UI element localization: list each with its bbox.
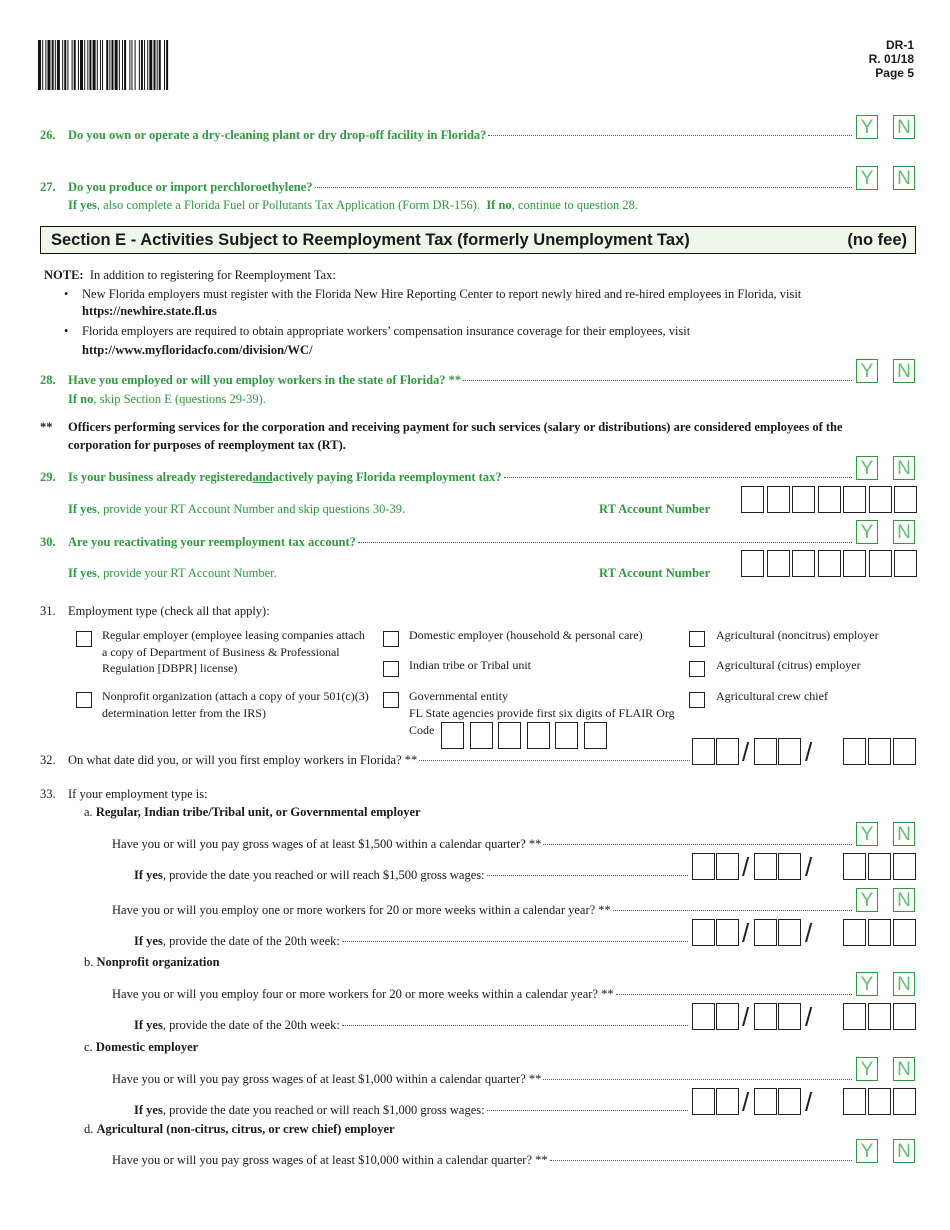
barcode-bar bbox=[89, 40, 91, 90]
barcode-bar bbox=[135, 40, 136, 90]
q30-rt-digit-box[interactable] bbox=[767, 550, 790, 577]
note bbox=[44, 268, 336, 283]
q33-c1-yes-box[interactable]: Y bbox=[856, 1057, 878, 1081]
date-digit-box[interactable] bbox=[843, 1003, 866, 1030]
checkbox-agricultural-citrus[interactable] bbox=[689, 661, 705, 677]
q33-a-heading bbox=[84, 805, 421, 820]
q29-rt-digit-box[interactable] bbox=[894, 486, 917, 513]
date-separator: / bbox=[805, 737, 813, 767]
q33-b1-no-box[interactable]: N bbox=[893, 972, 915, 996]
question-number: 33. bbox=[40, 787, 56, 801]
question-text: Have you employed or will you employ workers in the state of Florida? ** bbox=[68, 373, 462, 387]
sub-title: Regular, Indian tribe/Tribal unit, or Governmental employer bbox=[95, 805, 421, 819]
barcode-bar bbox=[109, 40, 110, 90]
q33-d1-no-box[interactable]: N bbox=[893, 1139, 915, 1163]
q33-b-heading bbox=[84, 955, 220, 970]
workers-comp-link[interactable]: http://www.myfloridacfo.com/division/WC/ bbox=[82, 343, 313, 357]
form-revision: R. 01/18 bbox=[868, 52, 914, 66]
if-yes-label: If yes bbox=[134, 1018, 163, 1032]
question-text: Do you own or operate a dry-cleaning plant or dry drop-off facility in Florida? bbox=[68, 128, 487, 142]
bullet-icon: • bbox=[64, 287, 69, 301]
if-yes-label: If yes bbox=[134, 934, 163, 948]
checkbox-domestic-employer[interactable] bbox=[383, 631, 399, 647]
q30-rt-digit-box[interactable] bbox=[869, 550, 892, 577]
barcode-bar bbox=[166, 40, 168, 90]
barcode bbox=[38, 40, 306, 90]
leader-dots bbox=[463, 380, 852, 381]
q33-a2-no-box[interactable]: N bbox=[893, 888, 915, 912]
question-number: 31. bbox=[40, 604, 56, 618]
barcode-bar bbox=[122, 40, 123, 90]
if-yes-label: If yes bbox=[68, 566, 97, 580]
q28-no-box[interactable]: N bbox=[893, 359, 915, 383]
date-digit-box[interactable] bbox=[868, 919, 891, 946]
question-27 bbox=[40, 180, 852, 195]
question-text: If your employment type is: bbox=[68, 787, 208, 801]
barcode-bar bbox=[149, 40, 152, 90]
if-yes-label: If yes bbox=[68, 502, 97, 516]
date-digit-box[interactable] bbox=[692, 919, 715, 946]
instruction-text: , provide your RT Account Number and skip questions 30-39. bbox=[96, 502, 406, 516]
instruction-text: , skip Section E (questions 29-39). bbox=[93, 392, 266, 406]
q30-rt-digit-box[interactable] bbox=[741, 550, 764, 577]
if-yes-label: If yes bbox=[134, 868, 163, 882]
q33-a-q2-date-prompt bbox=[134, 934, 688, 949]
q33-c-q1 bbox=[112, 1072, 852, 1087]
question-text: Have you or will you pay gross wages of at least $10,000 within a calendar quarter? ** bbox=[112, 1153, 548, 1167]
newhire-link[interactable]: https://newhire.state.fl.us bbox=[82, 304, 217, 318]
q29-rt-digit-box[interactable] bbox=[792, 486, 815, 513]
if-no-label: If no bbox=[486, 198, 512, 212]
q30-yes-box[interactable]: Y bbox=[856, 520, 878, 544]
q29-rt-digit-box[interactable] bbox=[741, 486, 764, 513]
leader-dots bbox=[487, 1110, 688, 1111]
q33-d1-yes-box[interactable]: Y bbox=[856, 1139, 878, 1163]
barcode-bar bbox=[164, 40, 165, 90]
leader-dots bbox=[613, 910, 852, 911]
barcode-bar bbox=[159, 40, 161, 90]
question-30 bbox=[40, 535, 852, 550]
date-digit-box[interactable] bbox=[893, 1088, 916, 1115]
barcode-bar bbox=[55, 40, 56, 90]
instruction-text: , also complete a Florida Fuel or Pollutants Tax Application (Form DR-156). bbox=[96, 198, 481, 212]
date-digit-box[interactable] bbox=[868, 1003, 891, 1030]
date-digit-box[interactable] bbox=[778, 853, 801, 880]
barcode-bar bbox=[38, 40, 41, 90]
barcode-bar bbox=[74, 40, 76, 90]
option-agricultural-noncitrus: Agricultural (noncitrus) employer bbox=[716, 628, 879, 642]
q29-yes-box[interactable]: Y bbox=[856, 456, 878, 480]
q27-instruction bbox=[68, 198, 638, 213]
date-digit-box[interactable] bbox=[716, 853, 739, 880]
date-digit-box[interactable] bbox=[893, 1003, 916, 1030]
question-29 bbox=[40, 470, 852, 485]
barcode-bar bbox=[154, 40, 156, 90]
checkbox-regular-employer[interactable] bbox=[76, 631, 92, 647]
q33-a1-no-box[interactable]: N bbox=[893, 822, 915, 846]
option-domestic-employer: Domestic employer (household & personal care) bbox=[409, 628, 643, 642]
leader-dots bbox=[315, 187, 852, 188]
date-digit-box[interactable] bbox=[716, 738, 739, 765]
barcode-bar bbox=[42, 40, 43, 90]
q33-b-q1-date-prompt bbox=[134, 1018, 688, 1033]
barcode-bar bbox=[72, 40, 73, 90]
barcode-bar bbox=[93, 40, 96, 90]
checkbox-governmental[interactable] bbox=[383, 692, 399, 708]
question-text: Do you produce or import perchloroethylene? bbox=[68, 180, 313, 194]
sub-title: Domestic employer bbox=[95, 1040, 199, 1054]
question-number: 26. bbox=[40, 128, 56, 142]
date-digit-box[interactable] bbox=[778, 1088, 801, 1115]
barcode-bar bbox=[45, 40, 46, 90]
q29-rt-digit-box[interactable] bbox=[767, 486, 790, 513]
question-text: Have you or will you pay gross wages of at least $1,500 within a calendar quarter? ** bbox=[112, 837, 542, 851]
page-number: Page 5 bbox=[875, 66, 914, 80]
leader-dots bbox=[543, 844, 852, 845]
barcode-bar bbox=[131, 40, 132, 90]
leader-dots bbox=[488, 135, 852, 136]
barcode-bar bbox=[52, 40, 54, 90]
question-text: Have you or will you employ one or more workers for 20 or more weeks within a calendar year? ** bbox=[112, 903, 611, 917]
date-digit-box[interactable] bbox=[692, 738, 715, 765]
date-digit-box[interactable] bbox=[754, 919, 777, 946]
sub-title: Agricultural (non-citrus, citrus, or crew chief) employer bbox=[96, 1122, 395, 1136]
q33-b1-yes-box[interactable]: Y bbox=[856, 972, 878, 996]
question-32 bbox=[40, 753, 690, 768]
date-digit-box[interactable] bbox=[868, 853, 891, 880]
q30-rt-digit-box[interactable] bbox=[843, 550, 866, 577]
date-digit-box[interactable] bbox=[778, 1003, 801, 1030]
question-text-and: and bbox=[252, 470, 273, 484]
sub-label: b. bbox=[84, 955, 94, 969]
date-digit-box[interactable] bbox=[754, 1003, 777, 1030]
barcode-bar bbox=[124, 40, 126, 90]
officers-note-line1: Officers performing services for the corporation and receiving payment for such services (salary or distributions) are considered employees of the bbox=[68, 420, 843, 434]
date-separator: / bbox=[742, 918, 750, 948]
barcode-bar bbox=[157, 40, 158, 90]
date-separator: / bbox=[805, 852, 813, 882]
q28-instruction bbox=[68, 392, 266, 407]
question-text: Have you or will you pay gross wages of at least $1,000 within a calendar quarter? ** bbox=[112, 1072, 542, 1086]
section-e-header bbox=[40, 226, 916, 254]
q29-no-box[interactable]: N bbox=[893, 456, 915, 480]
option-indian-tribe: Indian tribe or Tribal unit bbox=[409, 658, 531, 672]
prompt-text: , provide the date you reached or will reach $1,000 gross wages: bbox=[162, 1103, 485, 1117]
instruction-text: , provide your RT Account Number. bbox=[96, 566, 277, 580]
form-header bbox=[869, 38, 914, 80]
section-fee: (no fee) bbox=[847, 231, 907, 249]
question-text: Have you or will you employ four or more workers for 20 or more weeks within a calendar year? ** bbox=[112, 987, 614, 1001]
date-digit-box[interactable] bbox=[754, 853, 777, 880]
date-digit-box[interactable] bbox=[893, 919, 916, 946]
leader-dots bbox=[342, 941, 688, 942]
barcode-bar bbox=[119, 40, 120, 90]
barcode-bar bbox=[139, 40, 140, 90]
rt-account-label: RT Account Number bbox=[599, 566, 711, 580]
question-31 bbox=[40, 604, 270, 619]
date-digit-box[interactable] bbox=[843, 1088, 866, 1115]
q29-rt-digit-box[interactable] bbox=[869, 486, 892, 513]
barcode-bar bbox=[102, 40, 103, 90]
q29-instruction bbox=[68, 502, 405, 517]
q30-rt-digit-box[interactable] bbox=[818, 550, 841, 577]
barcode-bar bbox=[97, 40, 98, 90]
option-governmental: Governmental entity bbox=[409, 689, 508, 703]
q30-instruction bbox=[68, 566, 277, 581]
q30-rt-digit-box[interactable] bbox=[894, 550, 917, 577]
leader-dots bbox=[358, 542, 852, 543]
q33-a-q2 bbox=[112, 903, 852, 918]
question-text: Are you reactivating your reemployment tax account? bbox=[68, 535, 356, 549]
question-text: Employment type (check all that apply): bbox=[68, 604, 270, 618]
date-digit-box[interactable] bbox=[778, 738, 801, 765]
flair-note: FL State agencies provide first six digits of FLAIR Org Code bbox=[409, 706, 675, 737]
flair-digit-box[interactable] bbox=[498, 722, 521, 749]
date-separator: / bbox=[805, 1002, 813, 1032]
flair-digit-box[interactable] bbox=[441, 722, 464, 749]
q26-yes-box[interactable]: Y bbox=[856, 115, 878, 139]
q29-rt-digit-box[interactable] bbox=[843, 486, 866, 513]
flair-digit-box[interactable] bbox=[527, 722, 550, 749]
checkbox-agricultural-noncitrus[interactable] bbox=[689, 631, 705, 647]
leader-dots bbox=[487, 875, 688, 876]
barcode-bar bbox=[115, 40, 118, 90]
date-separator: / bbox=[805, 918, 813, 948]
q33-a-q1-date-prompt bbox=[134, 868, 688, 883]
date-digit-box[interactable] bbox=[754, 1088, 777, 1115]
prompt-text: , provide the date you reached or will reach $1,500 gross wages: bbox=[162, 868, 485, 882]
leader-dots bbox=[616, 994, 852, 995]
flair-digit-box[interactable] bbox=[584, 722, 607, 749]
date-digit-box[interactable] bbox=[778, 919, 801, 946]
q33-a-q1 bbox=[112, 837, 852, 852]
if-yes-label: If yes bbox=[134, 1103, 163, 1117]
sub-label: d. bbox=[84, 1122, 94, 1136]
flair-digit-box[interactable] bbox=[470, 722, 493, 749]
option-nonprofit: Nonprofit organization (attach a copy of your 501(c)(3) determination letter from the IRS) bbox=[102, 689, 369, 720]
note-label: NOTE: bbox=[44, 268, 84, 282]
barcode-bar bbox=[147, 40, 148, 90]
question-text-post: actively paying Florida reemployment tax? bbox=[272, 470, 502, 484]
date-digit-box[interactable] bbox=[716, 1003, 739, 1030]
note-bullet-2: Florida employers are required to obtain appropriate workers’ compensation insurance coverage for their employees, visit bbox=[82, 324, 691, 338]
date-separator: / bbox=[742, 737, 750, 767]
barcode-bar bbox=[112, 40, 114, 90]
leader-dots bbox=[543, 1079, 852, 1080]
prompt-text: , provide the date of the 20th week: bbox=[162, 1018, 340, 1032]
barcode-bar bbox=[47, 40, 50, 90]
q33-d-q1 bbox=[112, 1153, 852, 1168]
q28-yes-box[interactable]: Y bbox=[856, 359, 878, 383]
date-digit-box[interactable] bbox=[716, 1088, 739, 1115]
q29-rt-digit-box[interactable] bbox=[818, 486, 841, 513]
option-agricultural-citrus: Agricultural (citrus) employer bbox=[716, 658, 861, 672]
sub-label: c. bbox=[84, 1040, 93, 1054]
barcode-bar bbox=[100, 40, 101, 90]
date-separator: / bbox=[742, 1087, 750, 1117]
checkbox-crew-chief[interactable] bbox=[689, 692, 705, 708]
leader-dots bbox=[419, 760, 690, 761]
date-digit-box[interactable] bbox=[893, 853, 916, 880]
q33-c-q1-date-prompt bbox=[134, 1103, 688, 1118]
question-number: 30. bbox=[40, 535, 56, 549]
barcode-bar bbox=[106, 40, 108, 90]
q27-no-box[interactable]: N bbox=[893, 166, 915, 190]
barcode-bar bbox=[141, 40, 143, 90]
barcode-bar bbox=[80, 40, 83, 90]
date-separator: / bbox=[805, 1087, 813, 1117]
barcode-bar bbox=[129, 40, 130, 90]
leader-dots bbox=[504, 477, 852, 478]
barcode-bar bbox=[78, 40, 79, 90]
note-bullet-1: New Florida employers must register with the Florida New Hire Reporting Center to report newly hired and re-hired employees in Florida, visit bbox=[82, 287, 802, 301]
date-digit-box[interactable] bbox=[716, 919, 739, 946]
question-33 bbox=[40, 787, 208, 802]
date-digit-box[interactable] bbox=[692, 1088, 715, 1115]
officers-note-line2: corporation for purposes of reemployment tax (RT). bbox=[68, 438, 346, 452]
if-no-label: If no bbox=[68, 392, 94, 406]
question-number: 29. bbox=[40, 470, 56, 484]
if-yes-label: If yes bbox=[68, 198, 97, 212]
q33-c1-no-box[interactable]: N bbox=[893, 1057, 915, 1081]
q33-b-q1 bbox=[112, 987, 852, 1002]
date-separator: / bbox=[742, 1002, 750, 1032]
date-digit-box[interactable] bbox=[754, 738, 777, 765]
q30-no-box[interactable]: N bbox=[893, 520, 915, 544]
date-digit-box[interactable] bbox=[692, 1003, 715, 1030]
q33-a1-yes-box[interactable]: Y bbox=[856, 822, 878, 846]
barcode-bar bbox=[62, 40, 63, 90]
q33-c-heading bbox=[84, 1040, 198, 1055]
question-number: 28. bbox=[40, 373, 56, 387]
option-regular-employer: Regular employer (employee leasing companies attach a copy of Department of Business & Professional Regulation [DBPR] license) bbox=[102, 628, 365, 675]
note-intro: In addition to registering for Reemployment Tax: bbox=[89, 268, 336, 282]
prompt-text: , provide the date of the 20th week: bbox=[162, 934, 340, 948]
option-crew-chief: Agricultural crew chief bbox=[716, 689, 828, 703]
rt-account-label: RT Account Number bbox=[599, 502, 711, 516]
bullet-icon: • bbox=[64, 324, 69, 338]
date-separator: / bbox=[742, 852, 750, 882]
leader-dots bbox=[342, 1025, 688, 1026]
q33-d-heading bbox=[84, 1122, 395, 1137]
barcode-bar bbox=[144, 40, 145, 90]
question-26 bbox=[40, 128, 852, 143]
q26-no-box[interactable]: N bbox=[893, 115, 915, 139]
date-digit-box[interactable] bbox=[843, 853, 866, 880]
double-asterisk: ** bbox=[40, 420, 53, 434]
barcode-bar bbox=[67, 40, 68, 90]
flair-digit-box[interactable] bbox=[555, 722, 578, 749]
form-id: DR-1 bbox=[885, 38, 914, 52]
question-28 bbox=[40, 373, 852, 388]
barcode-bar bbox=[57, 40, 60, 90]
question-text: On what date did you, or will you first employ workers in Florida? ** bbox=[68, 753, 418, 767]
date-digit-box[interactable] bbox=[893, 738, 916, 765]
date-digit-box[interactable] bbox=[868, 738, 891, 765]
checkbox-indian-tribe[interactable] bbox=[383, 661, 399, 677]
sub-title: Nonprofit organization bbox=[96, 955, 220, 969]
date-digit-box[interactable] bbox=[868, 1088, 891, 1115]
question-text: Is your business already registered bbox=[68, 470, 253, 484]
q33-a2-yes-box[interactable]: Y bbox=[856, 888, 878, 912]
date-digit-box[interactable] bbox=[843, 919, 866, 946]
barcode-bar bbox=[87, 40, 88, 90]
barcode-bar bbox=[64, 40, 66, 90]
barcode-bar bbox=[84, 40, 85, 90]
sub-label: a. bbox=[84, 805, 93, 819]
question-number: 27. bbox=[40, 180, 56, 194]
section-title: Section E - Activities Subject to Reemployment Tax (formerly Unemployment Tax) bbox=[51, 231, 690, 249]
date-digit-box[interactable] bbox=[692, 853, 715, 880]
question-number: 32. bbox=[40, 753, 56, 767]
q30-rt-digit-box[interactable] bbox=[792, 550, 815, 577]
date-digit-box[interactable] bbox=[843, 738, 866, 765]
leader-dots bbox=[550, 1160, 852, 1161]
checkbox-nonprofit[interactable] bbox=[76, 692, 92, 708]
q27-yes-box[interactable]: Y bbox=[856, 166, 878, 190]
instruction-text-end: , continue to question 28. bbox=[511, 198, 639, 212]
